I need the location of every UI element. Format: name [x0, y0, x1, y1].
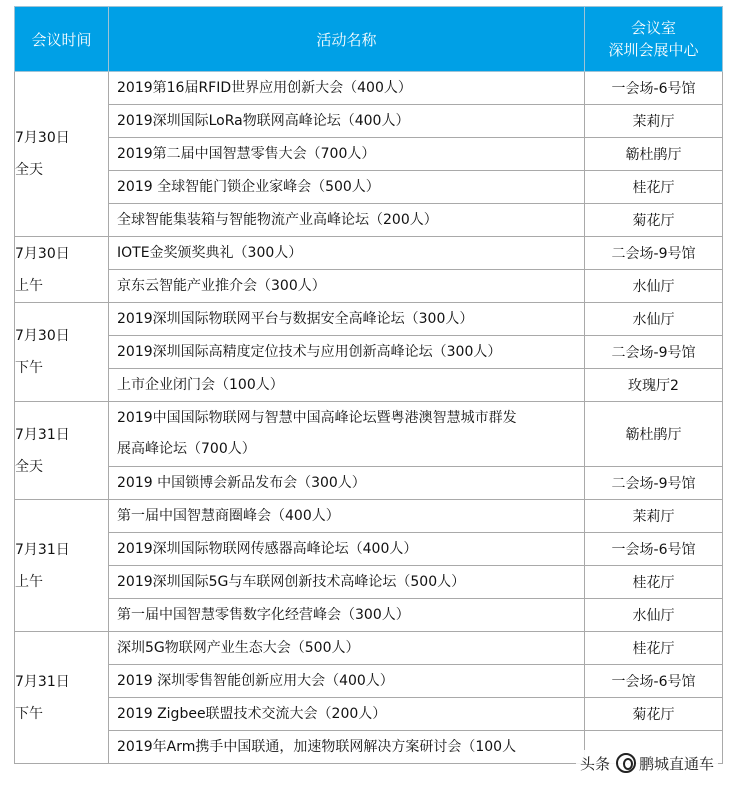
time-cell [15, 72, 109, 237]
venue-cell: 水仙厅 [585, 599, 723, 632]
venue-cell: 二会场-9号馆 [585, 467, 723, 500]
time-period: 全天 [15, 162, 43, 178]
activity-name [109, 237, 585, 270]
table-row [15, 138, 723, 171]
activity-name-text: 2019深圳国际物联网传感器高峰论坛（400人） [117, 541, 418, 557]
header-venue-line2: 深圳会展中心 [608, 41, 699, 59]
venue-cell: 桂花厅 [585, 566, 723, 599]
activity-name [109, 105, 585, 138]
time-date: 7月30日 [15, 245, 70, 262]
activity-name [109, 665, 585, 698]
time-period: 上午 [15, 573, 43, 590]
activity-name-text: 全球智能集装箱与智能物流产业高峰论坛（200人） [117, 212, 438, 228]
venue-cell: 一会场-6号馆 [585, 533, 723, 566]
venue-cell: 茉莉厅 [585, 105, 723, 138]
activity-name [109, 270, 585, 303]
activity-name [109, 303, 585, 336]
activity-name [109, 402, 585, 467]
table-row [15, 665, 723, 698]
table-row [15, 336, 723, 369]
table-row [15, 303, 723, 336]
activity-name-text: 2019深圳国际高精度定位技术与应用创新高峰论坛（300人） [117, 344, 502, 360]
venue-cell: 水仙厅 [585, 303, 723, 336]
time-period: 上午 [15, 277, 43, 294]
venue-cell: 二会场-9号馆 [585, 237, 723, 270]
venue-cell: 簕杜鹃厅 [585, 402, 723, 467]
activity-name-text: 2019第16届RFID世界应用创新大会（400人） [117, 80, 412, 96]
header-name: 活动名称 [109, 7, 585, 72]
activity-name-text: 上市企业闭门会（100人） [117, 377, 284, 393]
activity-name [109, 72, 585, 105]
activity-name-text: 2019深圳国际5G与车联网创新技术高峰论坛（500人） [117, 574, 466, 590]
activity-name [109, 632, 585, 665]
table-row [15, 467, 723, 500]
time-cell [15, 237, 109, 303]
time-period: 全天 [15, 458, 43, 475]
venue-cell: 菊花厅 [585, 204, 723, 237]
activity-name [109, 204, 585, 237]
activity-name [109, 138, 585, 171]
schedule-body [15, 72, 723, 764]
activity-name-text: 深圳5G物联网产业生态大会（500人） [117, 640, 360, 656]
activity-name-text: 2019深圳国际LoRa物联网高峰论坛（400人） [117, 113, 410, 129]
table-row [15, 566, 723, 599]
header-venue [585, 7, 723, 72]
venue-cell: 一会场-6号馆 [585, 665, 723, 698]
table-row [15, 599, 723, 632]
activity-name-text: 2019 中国锁博会新品发布会（300人） [117, 475, 366, 491]
table-row [15, 270, 723, 303]
venue-cell: 桂花厅 [585, 632, 723, 665]
time-period: 下午 [15, 360, 43, 376]
activity-name [109, 171, 585, 204]
activity-name-text: 京东云智能产业推介会（300人） [117, 278, 326, 294]
time-cell [15, 303, 109, 402]
activity-name [109, 336, 585, 369]
venue-cell: 桂花厅 [585, 171, 723, 204]
venue-cell: 水仙厅 [585, 270, 723, 303]
activity-name [109, 467, 585, 500]
activity-name-text: 2019 全球智能门锁企业家峰会（500人） [117, 179, 380, 195]
time-date: 7月31日 [15, 673, 70, 690]
table-row [15, 698, 723, 731]
activity-name [109, 533, 585, 566]
venue-cell: 一会场-6号馆 [585, 72, 723, 105]
table-row [15, 369, 723, 402]
venue-cell: 簕杜鹃厅 [585, 138, 723, 171]
activity-name [109, 599, 585, 632]
activity-name-text: 2019年Arm携手中国联通，加速物联网解决方案研讨会（100人 [117, 739, 517, 755]
time-period: 下午 [15, 705, 43, 722]
venue-cell: 玫瑰厅2 [585, 369, 723, 402]
activity-name [109, 731, 585, 764]
table-row [15, 632, 723, 665]
venue-cell: 菊花厅 [585, 698, 723, 731]
activity-name-text: 2019 Zigbee联盟技术交流大会（200人） [117, 706, 387, 722]
table-row [15, 500, 723, 533]
activity-name-text-cont: 展高峰论坛（700人） [117, 441, 256, 457]
table-row [15, 204, 723, 237]
header-time: 会议时间 [15, 7, 109, 72]
time-date: 7月31日 [15, 541, 70, 558]
user-circle-icon [616, 753, 636, 773]
schedule-table [14, 6, 723, 764]
table-row [15, 533, 723, 566]
header-row [15, 7, 723, 72]
table-row [15, 105, 723, 138]
table-row [15, 72, 723, 105]
activity-name [109, 698, 585, 731]
venue-cell: 二会场-9号馆 [585, 336, 723, 369]
time-cell [15, 402, 109, 500]
table-row [15, 171, 723, 204]
venue-cell: 茉莉厅 [585, 500, 723, 533]
header-venue-line1: 会议室 [630, 19, 676, 37]
activity-name [109, 500, 585, 533]
activity-name [109, 369, 585, 402]
activity-name [109, 566, 585, 599]
activity-name-text: 2019 深圳零售智能创新应用大会（400人） [117, 673, 394, 689]
activity-name-text: 2019中国国际物联网与智慧中国高峰论坛暨粤港澳智慧城市群发 [117, 410, 517, 426]
activity-name-text: IOTE金奖颁奖典礼（300人） [117, 245, 303, 261]
activity-name-text: 2019深圳国际物联网平台与数据安全高峰论坛（300人） [117, 311, 474, 327]
table-row [15, 402, 723, 467]
time-date: 7月30日 [15, 130, 70, 146]
activity-name-text: 2019第二届中国智慧零售大会（700人） [117, 146, 376, 162]
watermark-account: 鹏城直通车 [638, 754, 714, 773]
time-date: 7月30日 [15, 328, 70, 344]
watermark-prefix: 头条 [579, 754, 610, 773]
time-cell [15, 500, 109, 632]
time-cell [15, 632, 109, 764]
time-date: 7月31日 [15, 426, 70, 443]
activity-name-text: 第一届中国智慧零售数字化经营峰会（300人） [117, 607, 410, 623]
activity-name-text: 第一届中国智慧商圈峰会（400人） [117, 508, 340, 524]
table-row [15, 237, 723, 270]
watermark [576, 750, 718, 776]
